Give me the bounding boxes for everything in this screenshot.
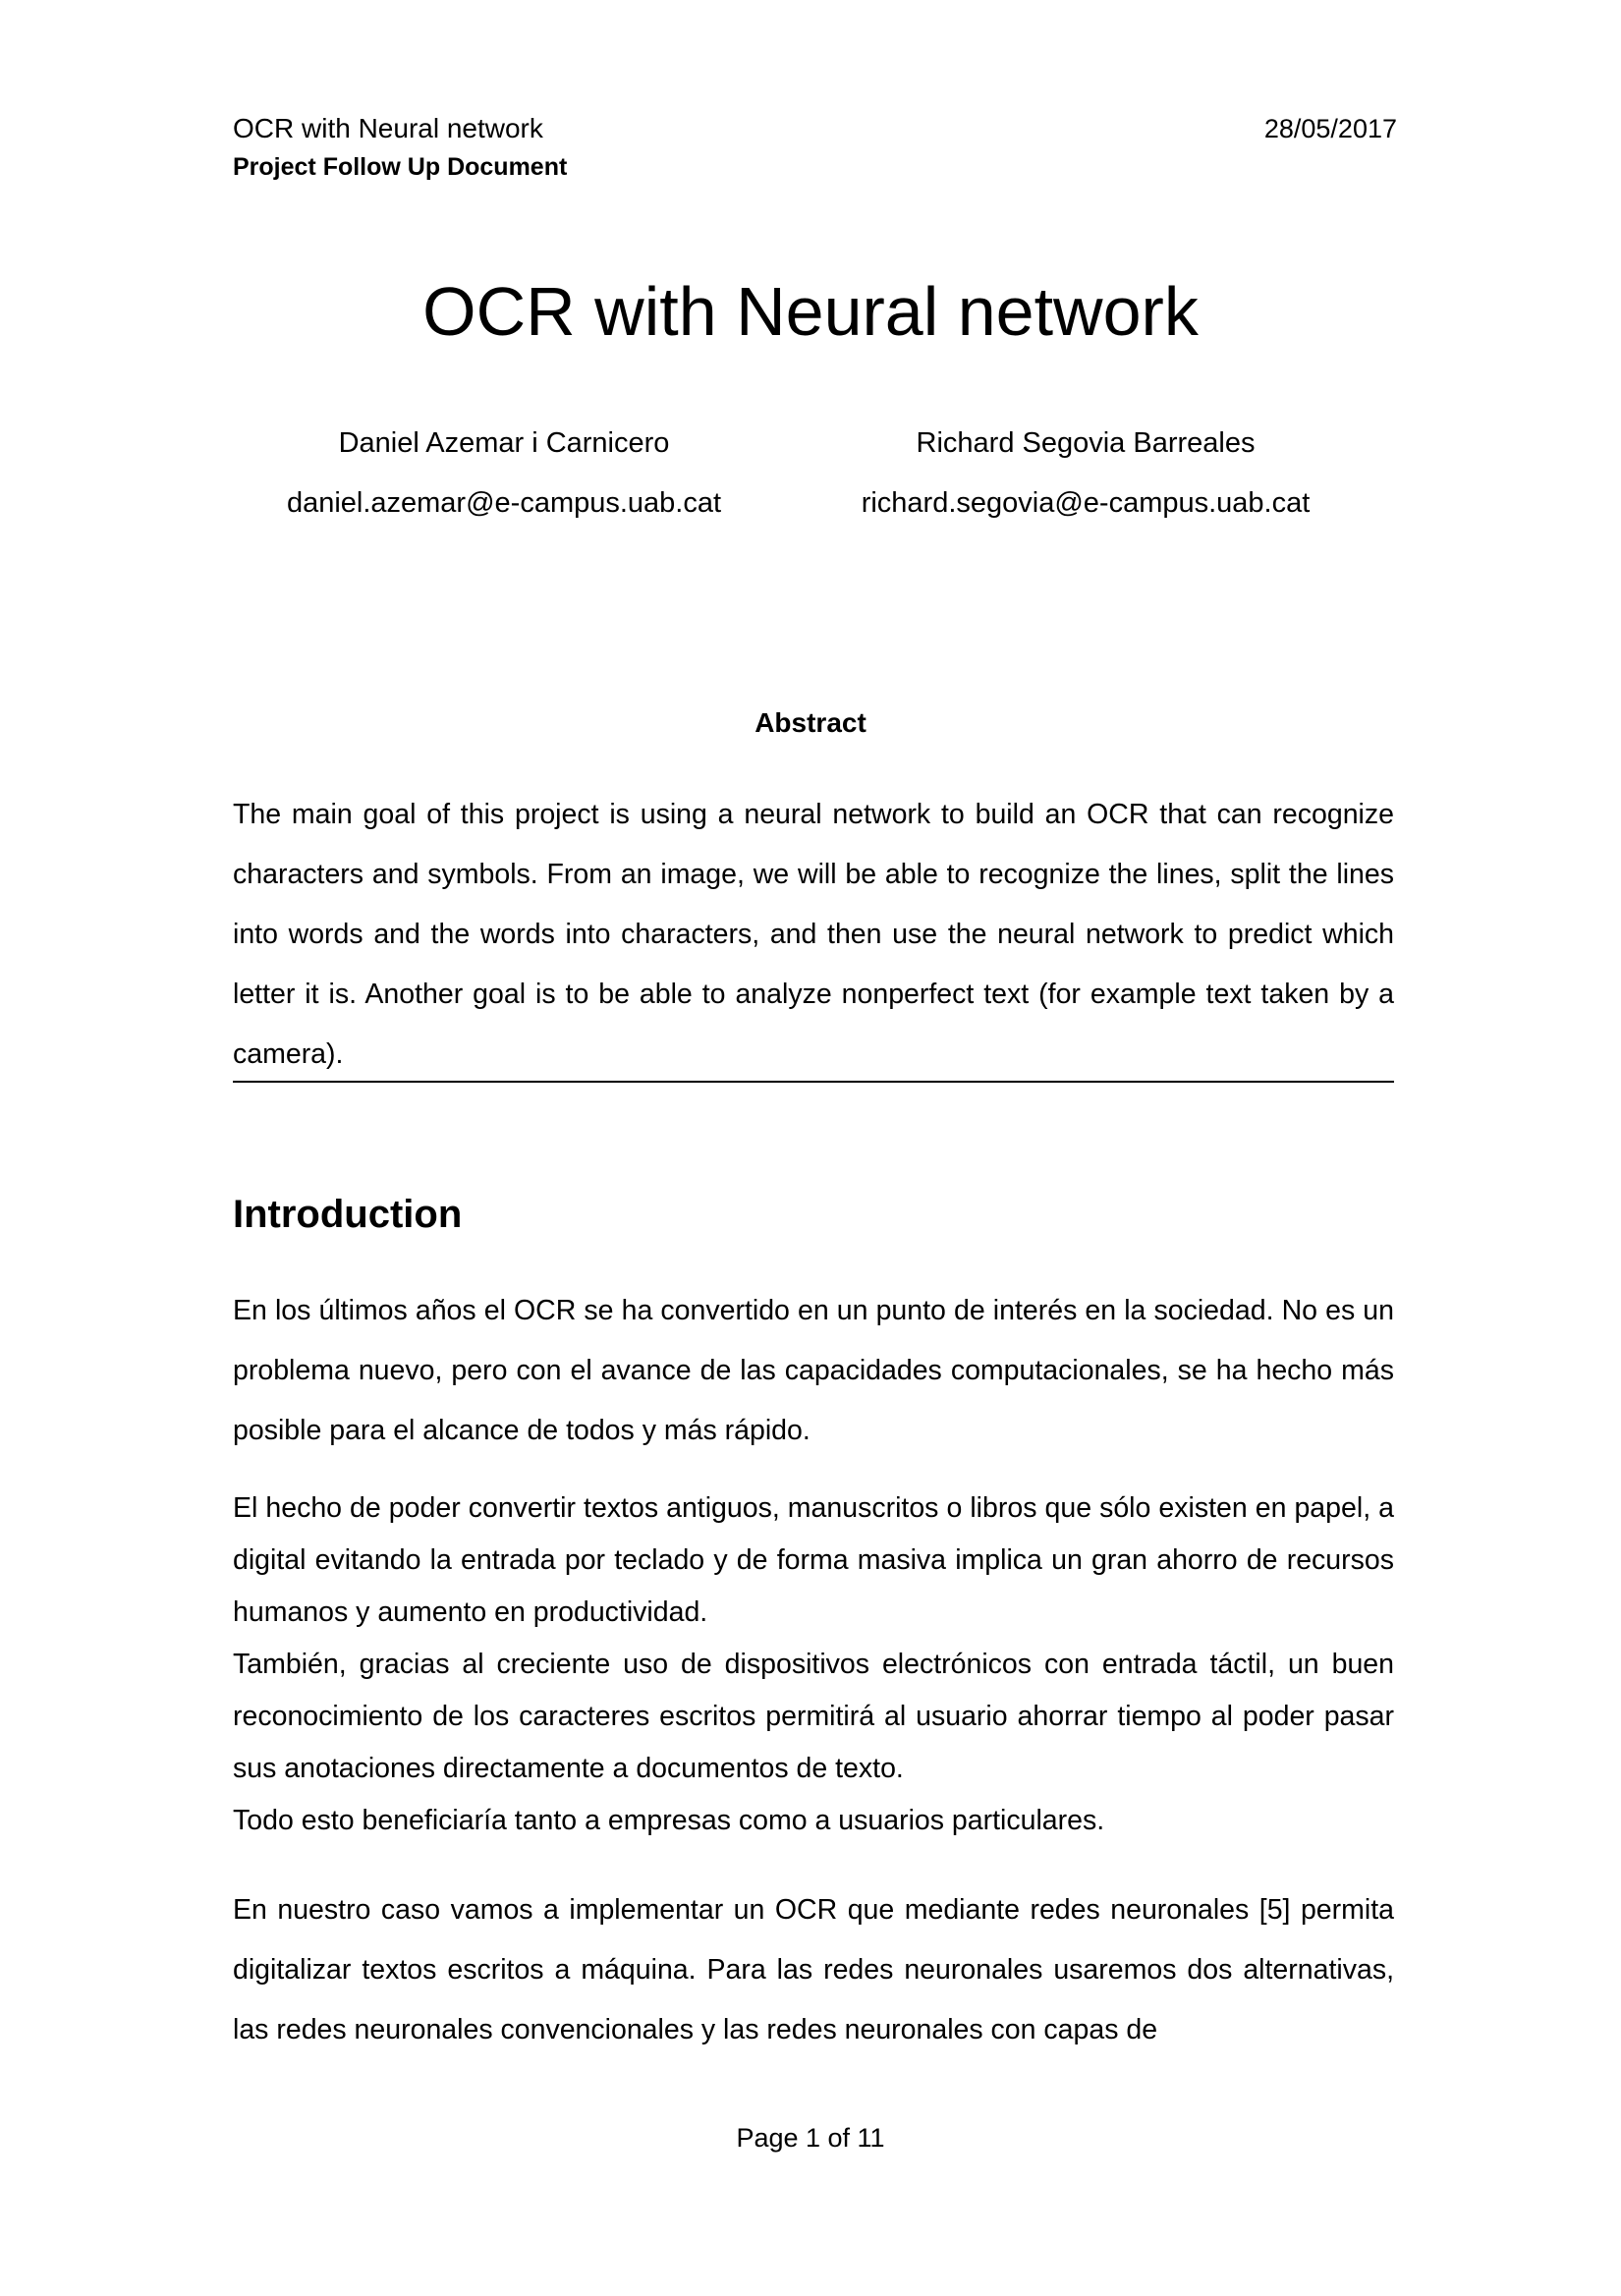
author-block-1: [190, 422, 818, 524]
author-name: Daniel Azemar i Carnicero: [338, 427, 670, 459]
introduction-heading: Introduction: [233, 1193, 463, 1236]
document-title: OCR with Neural network: [422, 273, 1199, 350]
header-subtitle: Project Follow Up Document: [233, 153, 568, 181]
author-email: richard.segovia@e-campus.uab.cat: [861, 487, 1311, 519]
running-header: [233, 111, 567, 184]
page-number: Page 1 of 11: [736, 2123, 885, 2153]
paragraph-line: El hecho de poder convertir textos antiguos, manuscritos o libros que sólo existen en papel, a digital evitando la entrada por teclado y de forma masiva implica un gran ahorro de recursos humanos y aumento en productividad.: [233, 1492, 1394, 1628]
introduction-paragraph-3: En nuestro caso vamos a implementar un OCR que mediante redes neuronales [5] permita digitalizar textos escritos a máquina. Para las redes neuronales usaremos dos alternativas, las redes neuronales convencionales y las redes neuronales con capas de: [233, 1894, 1394, 2045]
abstract-heading: Abstract: [755, 707, 866, 738]
introduction-paragraph-2: [233, 1483, 1394, 1847]
author-email: daniel.azemar@e-campus.uab.cat: [286, 487, 722, 519]
header-date: 28/05/2017: [1263, 114, 1397, 143]
section-divider: [233, 1081, 1394, 1083]
author-block-2: [771, 422, 1400, 524]
paragraph-line: También, gracias al creciente uso de dispositivos electrónicos con entrada táctil, un buen reconocimiento de los caracteres escritos permitirá al usuario ahorrar tiempo al poder pasar sus anotaciones directamente a documentos de texto.: [233, 1649, 1394, 1784]
author-name: Richard Segovia Barreales: [916, 427, 1256, 459]
paragraph-line: Todo esto beneficiaría tanto a empresas como a usuarios particulares.: [233, 1805, 1105, 1836]
introduction-paragraph-1: En los últimos años el OCR se ha convertido en un punto de interés en la sociedad. No es un problema nuevo, pero con el avance de las capacidades computacionales, se ha hecho más posible para el alcance de todos y más rápido.: [233, 1295, 1394, 1446]
abstract-text: The main goal of this project is using a neural network to build an OCR that can recognize characters and symbols. From an image, we will be able to recognize the lines, split the lines into words and the words into characters, and then use the neural network to predict which letter it is. Another goal is to be able to analyze nonperfect text (for example text taken by a camera).: [233, 799, 1394, 1070]
header-title: OCR with Neural network: [233, 113, 543, 143]
